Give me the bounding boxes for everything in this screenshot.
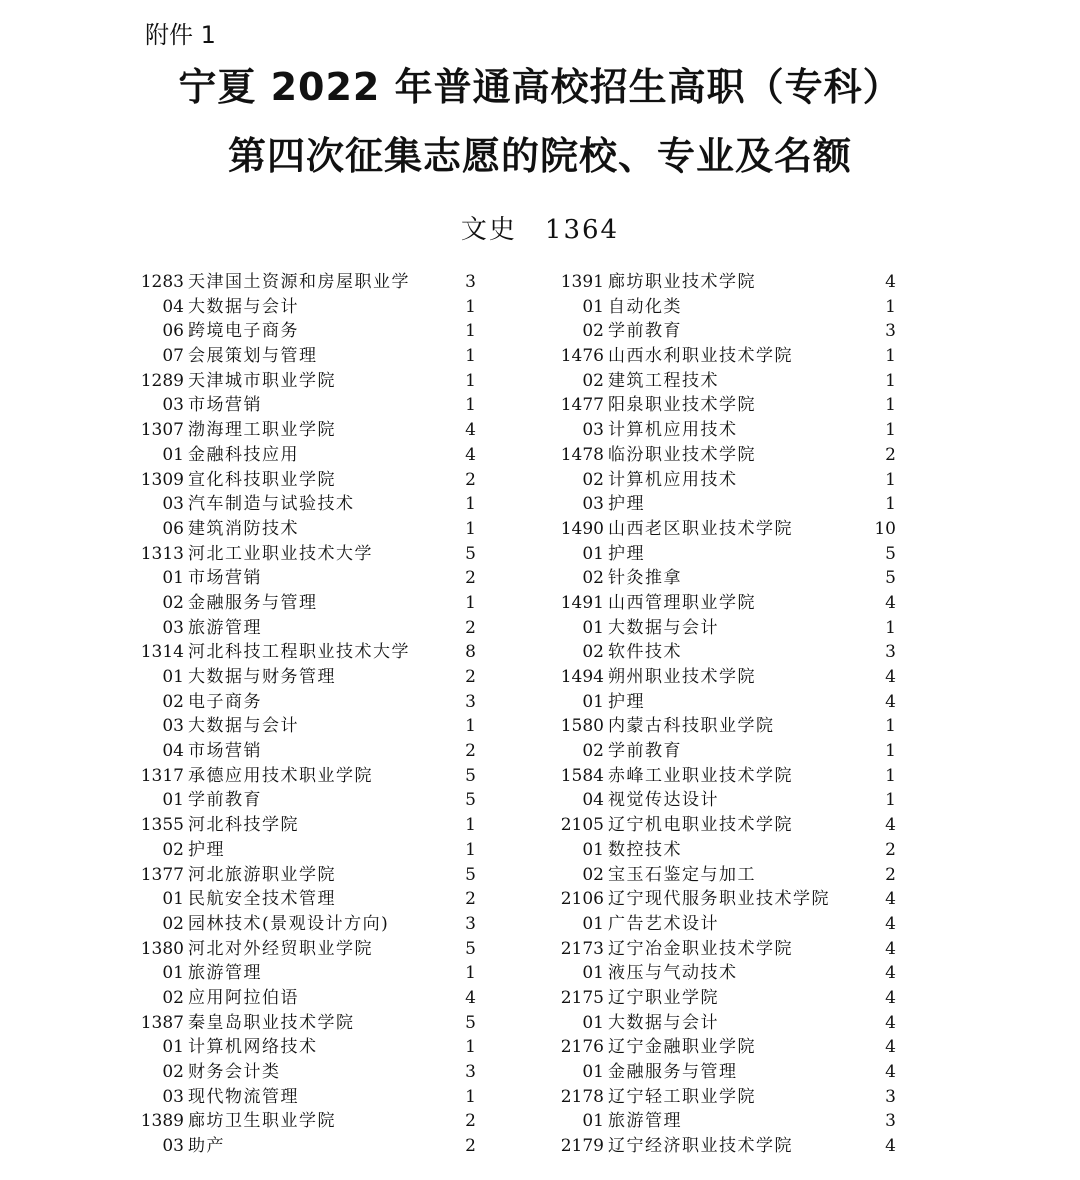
page-title-line2: 第四次征集志愿的院校、专业及名额 (227, 134, 852, 178)
quota-count: 1 (465, 716, 476, 737)
school-name: 临汾职业技术学院 (608, 444, 756, 465)
major-code: 02 (582, 642, 604, 663)
school-name: 辽宁经济职业技术学院 (608, 1136, 793, 1157)
school-code: 1477 (560, 395, 604, 416)
major-name: 旅游管理 (188, 617, 262, 638)
quota-count: 1 (465, 346, 476, 367)
quota-count: 1 (885, 469, 896, 490)
major-name: 市场营销 (188, 741, 262, 762)
quota-count: 4 (465, 420, 476, 441)
major-name: 跨境电子商务 (188, 321, 299, 342)
major-code: 02 (162, 839, 184, 860)
school-name: 辽宁职业学院 (608, 987, 719, 1008)
major-row (560, 690, 900, 715)
major-code: 01 (582, 913, 604, 934)
school-row (140, 937, 480, 962)
school-row (560, 344, 900, 369)
right-column-list (560, 270, 900, 1159)
school-code: 1387 (140, 1012, 184, 1033)
school-row (140, 542, 480, 567)
major-code: 01 (582, 1012, 604, 1033)
major-row (560, 640, 900, 665)
major-name: 大数据与财务管理 (188, 667, 336, 687)
major-row (140, 838, 480, 863)
major-row (560, 616, 900, 641)
major-row (560, 863, 900, 888)
major-row (560, 492, 900, 517)
school-name: 辽宁现代服务职业技术学院 (608, 889, 830, 910)
school-code: 1491 (560, 592, 604, 613)
quota-count: 1 (885, 420, 896, 441)
school-row (560, 764, 900, 789)
quota-count: 4 (885, 815, 896, 836)
school-row (140, 418, 480, 443)
major-row (560, 788, 900, 813)
quota-count: 3 (465, 913, 476, 934)
major-row (560, 961, 900, 986)
school-row (140, 270, 480, 295)
school-name: 辽宁冶金职业技术学院 (608, 938, 793, 959)
quota-count: 4 (885, 889, 896, 910)
major-name: 旅游管理 (188, 963, 262, 984)
major-code: 02 (582, 568, 604, 589)
major-name: 护理 (608, 543, 645, 564)
quota-count: 4 (885, 667, 896, 687)
major-name: 自动化类 (608, 296, 682, 317)
school-row (140, 468, 480, 493)
quota-count: 1 (885, 716, 896, 737)
major-name: 金融科技应用 (188, 444, 299, 465)
school-row (560, 517, 900, 542)
major-row (560, 1011, 900, 1036)
major-code: 02 (582, 370, 604, 391)
major-name: 计算机应用技术 (608, 469, 738, 490)
quota-count: 3 (885, 642, 896, 663)
major-name: 学前教育 (608, 321, 682, 342)
major-code: 02 (582, 469, 604, 490)
major-name: 金融服务与管理 (608, 1062, 738, 1082)
major-row (140, 1134, 480, 1159)
school-row (140, 640, 480, 665)
quota-count: 3 (885, 1111, 896, 1132)
quota-count: 3 (885, 321, 896, 342)
major-code: 03 (162, 395, 184, 416)
quota-count: 2 (465, 667, 476, 687)
major-row (140, 1060, 480, 1085)
quota-count: 5 (465, 864, 476, 885)
major-row (140, 912, 480, 937)
major-row (560, 319, 900, 344)
major-row (560, 838, 900, 863)
school-code: 1283 (140, 272, 184, 292)
school-row (560, 714, 900, 739)
major-name: 计算机网络技术 (188, 1037, 318, 1058)
school-code: 2179 (560, 1136, 604, 1157)
major-code: 01 (582, 543, 604, 564)
major-name: 大数据与会计 (188, 716, 299, 737)
quota-count: 3 (885, 1086, 896, 1107)
major-name: 旅游管理 (608, 1111, 682, 1132)
quota-count: 1 (885, 370, 896, 391)
school-name: 河北工业职业技术大学 (188, 543, 373, 564)
quota-count: 1 (885, 494, 896, 515)
major-name: 护理 (608, 691, 645, 712)
major-name: 护理 (188, 839, 225, 860)
major-row (560, 1060, 900, 1085)
school-name: 山西水利职业技术学院 (608, 346, 793, 367)
major-row (140, 690, 480, 715)
school-row (560, 1035, 900, 1060)
quota-count: 1 (465, 1086, 476, 1107)
quota-count: 1 (465, 1037, 476, 1058)
quota-count: 2 (465, 617, 476, 638)
major-code: 02 (162, 1062, 184, 1082)
major-name: 宝玉石鉴定与加工 (608, 864, 756, 885)
quota-count: 5 (465, 765, 476, 786)
school-row (560, 665, 900, 690)
major-name: 计算机应用技术 (608, 420, 738, 441)
major-code: 03 (162, 1086, 184, 1107)
quota-count: 2 (465, 469, 476, 490)
quota-count: 1 (885, 395, 896, 416)
quota-count: 4 (465, 444, 476, 465)
major-name: 软件技术 (608, 642, 682, 663)
major-name: 民航安全技术管理 (188, 889, 336, 910)
quota-count: 4 (885, 1012, 896, 1033)
school-code: 1313 (140, 543, 184, 564)
school-name: 朔州职业技术学院 (608, 667, 756, 687)
major-name: 会展策划与管理 (188, 346, 318, 367)
major-name: 金融服务与管理 (188, 592, 318, 613)
quota-count: 5 (465, 1012, 476, 1033)
major-row (560, 912, 900, 937)
major-row (140, 986, 480, 1011)
quota-count: 4 (885, 913, 896, 934)
major-code: 01 (582, 691, 604, 712)
major-code: 02 (582, 321, 604, 342)
major-code: 01 (162, 568, 184, 589)
major-name: 应用阿拉伯语 (188, 987, 299, 1008)
major-row (140, 591, 480, 616)
school-row (140, 1011, 480, 1036)
quota-count: 2 (465, 1136, 476, 1157)
quota-count: 1 (465, 518, 476, 539)
major-name: 学前教育 (188, 790, 262, 811)
major-name: 财务会计类 (188, 1062, 281, 1082)
major-row (140, 344, 480, 369)
quota-count: 3 (465, 691, 476, 712)
school-row (140, 369, 480, 394)
quota-count: 4 (465, 987, 476, 1008)
major-code: 03 (162, 617, 184, 638)
major-code: 01 (162, 667, 184, 687)
quota-count: 2 (465, 741, 476, 762)
major-name: 电子商务 (188, 691, 262, 712)
school-row (140, 1109, 480, 1134)
school-code: 2176 (560, 1037, 604, 1058)
major-name: 汽车制造与试验技术 (188, 494, 355, 515)
major-name: 市场营销 (188, 395, 262, 416)
quota-count: 4 (885, 1037, 896, 1058)
school-name: 赤峰工业职业技术学院 (608, 765, 793, 786)
school-row (560, 393, 900, 418)
major-name: 建筑消防技术 (188, 518, 299, 539)
major-code: 01 (582, 617, 604, 638)
major-row (140, 665, 480, 690)
quota-count: 2 (465, 1111, 476, 1132)
quota-count: 1 (465, 592, 476, 613)
major-row (140, 788, 480, 813)
major-name: 护理 (608, 494, 645, 515)
quota-count: 4 (885, 938, 896, 959)
quota-count: 1 (465, 370, 476, 391)
school-code: 1391 (560, 272, 604, 292)
major-name: 数控技术 (608, 839, 682, 860)
major-row (140, 714, 480, 739)
school-code: 1584 (560, 765, 604, 786)
school-name: 河北对外经贸职业学院 (188, 938, 373, 959)
major-row (560, 739, 900, 764)
school-name: 阳泉职业技术学院 (608, 395, 756, 416)
major-row (560, 369, 900, 394)
quota-count: 2 (885, 444, 896, 465)
quota-count: 1 (465, 963, 476, 984)
quota-count: 4 (885, 1062, 896, 1082)
major-code: 01 (582, 296, 604, 317)
major-code: 03 (162, 716, 184, 737)
major-code: 01 (582, 839, 604, 860)
school-row (560, 887, 900, 912)
major-code: 02 (162, 913, 184, 934)
quota-count: 1 (465, 395, 476, 416)
quota-count: 2 (885, 839, 896, 860)
quota-count: 4 (885, 987, 896, 1008)
school-name: 辽宁机电职业技术学院 (608, 815, 793, 836)
quota-count: 1 (885, 741, 896, 762)
major-row (140, 393, 480, 418)
quota-count: 4 (885, 272, 896, 292)
school-code: 1476 (560, 346, 604, 367)
school-code: 1389 (140, 1111, 184, 1132)
major-code: 04 (162, 296, 184, 317)
quota-count: 4 (885, 963, 896, 984)
major-name: 建筑工程技术 (608, 370, 719, 391)
major-row (560, 542, 900, 567)
major-name: 现代物流管理 (188, 1086, 299, 1107)
major-code: 04 (162, 741, 184, 762)
major-name: 大数据与会计 (188, 296, 299, 317)
major-code: 07 (162, 346, 184, 367)
quota-count: 5 (465, 790, 476, 811)
major-row (140, 492, 480, 517)
school-code: 2105 (560, 815, 604, 836)
major-name: 大数据与会计 (608, 617, 719, 638)
school-code: 2106 (560, 889, 604, 910)
school-row (560, 813, 900, 838)
major-name: 市场营销 (188, 568, 262, 589)
major-name: 助产 (188, 1136, 225, 1157)
major-code: 03 (582, 420, 604, 441)
major-row (560, 1109, 900, 1134)
school-code: 1309 (140, 469, 184, 490)
major-code: 03 (582, 494, 604, 515)
major-name: 视觉传达设计 (608, 790, 719, 811)
school-code: 1307 (140, 420, 184, 441)
attachment-label: 附件 1 (145, 21, 216, 49)
quota-count: 1 (885, 765, 896, 786)
quota-count: 8 (465, 642, 476, 663)
quota-count: 1 (885, 346, 896, 367)
quota-count: 2 (885, 864, 896, 885)
major-name: 大数据与会计 (608, 1012, 719, 1033)
school-name: 山西管理职业学院 (608, 592, 756, 613)
school-name: 河北科技工程职业技术大学 (188, 642, 410, 663)
school-name: 河北科技学院 (188, 815, 299, 836)
quota-count: 1 (465, 296, 476, 317)
page-title-line1: 宁夏 2022 年普通高校招生高职（专科） (178, 65, 902, 109)
school-row (560, 986, 900, 1011)
major-name: 针灸推拿 (608, 568, 682, 589)
school-name: 内蒙古科技职业学院 (608, 716, 775, 737)
major-name: 广告艺术设计 (608, 913, 719, 934)
quota-count: 3 (465, 272, 476, 292)
major-row (140, 1035, 480, 1060)
school-name: 宣化科技职业学院 (188, 469, 336, 490)
school-row (560, 270, 900, 295)
major-row (140, 517, 480, 542)
major-row (140, 1085, 480, 1110)
left-column-list (140, 270, 480, 1159)
major-row (140, 295, 480, 320)
school-row (560, 591, 900, 616)
major-code: 02 (162, 691, 184, 712)
major-code: 01 (162, 1037, 184, 1058)
major-row (140, 739, 480, 764)
school-name: 廊坊卫生职业学院 (188, 1111, 336, 1132)
quota-count: 3 (465, 1062, 476, 1082)
major-name: 学前教育 (608, 741, 682, 762)
major-row (560, 295, 900, 320)
quota-count: 2 (465, 568, 476, 589)
school-code: 1377 (140, 864, 184, 885)
major-code: 01 (162, 889, 184, 910)
major-row (560, 566, 900, 591)
major-row (140, 443, 480, 468)
school-row (560, 1134, 900, 1159)
major-code: 02 (582, 864, 604, 885)
school-row (560, 1085, 900, 1110)
major-code: 03 (162, 1136, 184, 1157)
quota-count: 4 (885, 691, 896, 712)
school-code: 1317 (140, 765, 184, 786)
school-code: 1289 (140, 370, 184, 391)
major-code: 01 (162, 790, 184, 811)
major-code: 03 (162, 494, 184, 515)
major-code: 02 (162, 987, 184, 1008)
major-row (140, 319, 480, 344)
quota-count: 2 (465, 889, 476, 910)
major-row (140, 616, 480, 641)
quota-count: 4 (885, 1136, 896, 1157)
school-name: 辽宁轻工职业学院 (608, 1086, 756, 1107)
school-code: 1355 (140, 815, 184, 836)
school-code: 1314 (140, 642, 184, 663)
category-subtitle: 文史 1364 (460, 215, 620, 245)
major-code: 02 (582, 741, 604, 762)
major-name: 园林技术(景观设计方向) (188, 913, 390, 934)
major-code: 06 (162, 321, 184, 342)
major-row (560, 468, 900, 493)
quota-count: 5 (885, 543, 896, 564)
quota-count: 5 (465, 938, 476, 959)
major-code: 01 (582, 963, 604, 984)
school-row (140, 764, 480, 789)
school-name: 辽宁金融职业学院 (608, 1037, 756, 1058)
school-code: 1494 (560, 667, 604, 687)
major-row (140, 887, 480, 912)
school-code: 1478 (560, 444, 604, 465)
school-row (560, 443, 900, 468)
school-name: 山西老区职业技术学院 (608, 518, 793, 539)
major-code: 01 (582, 1062, 604, 1082)
quota-count: 10 (874, 518, 896, 539)
major-code: 01 (162, 963, 184, 984)
major-code: 01 (582, 1111, 604, 1132)
major-code: 02 (162, 592, 184, 613)
quota-count: 1 (885, 617, 896, 638)
school-code: 2175 (560, 987, 604, 1008)
school-name: 承德应用技术职业学院 (188, 765, 373, 786)
school-row (140, 863, 480, 888)
quota-count: 1 (465, 815, 476, 836)
school-name: 渤海理工职业学院 (188, 420, 336, 441)
quota-count: 4 (885, 592, 896, 613)
school-code: 1380 (140, 938, 184, 959)
school-name: 河北旅游职业学院 (188, 864, 336, 885)
school-row (560, 937, 900, 962)
quota-count: 1 (465, 494, 476, 515)
school-code: 2178 (560, 1086, 604, 1107)
school-name: 天津城市职业学院 (188, 370, 336, 391)
major-row (140, 961, 480, 986)
major-row (140, 566, 480, 591)
quota-count: 1 (465, 321, 476, 342)
quota-count: 5 (465, 543, 476, 564)
major-name: 液压与气动技术 (608, 963, 738, 984)
school-name: 秦皇岛职业技术学院 (188, 1012, 355, 1033)
school-code: 1490 (560, 518, 604, 539)
major-code: 04 (582, 790, 604, 811)
school-name: 廊坊职业技术学院 (608, 272, 756, 292)
quota-count: 1 (885, 296, 896, 317)
school-code: 1580 (560, 716, 604, 737)
quota-count: 1 (465, 839, 476, 860)
school-name: 天津国土资源和房屋职业学 (188, 272, 410, 292)
major-code: 01 (162, 444, 184, 465)
quota-count: 1 (885, 790, 896, 811)
major-row (560, 418, 900, 443)
school-code: 2173 (560, 938, 604, 959)
major-code: 06 (162, 518, 184, 539)
school-row (140, 813, 480, 838)
quota-count: 5 (885, 568, 896, 589)
